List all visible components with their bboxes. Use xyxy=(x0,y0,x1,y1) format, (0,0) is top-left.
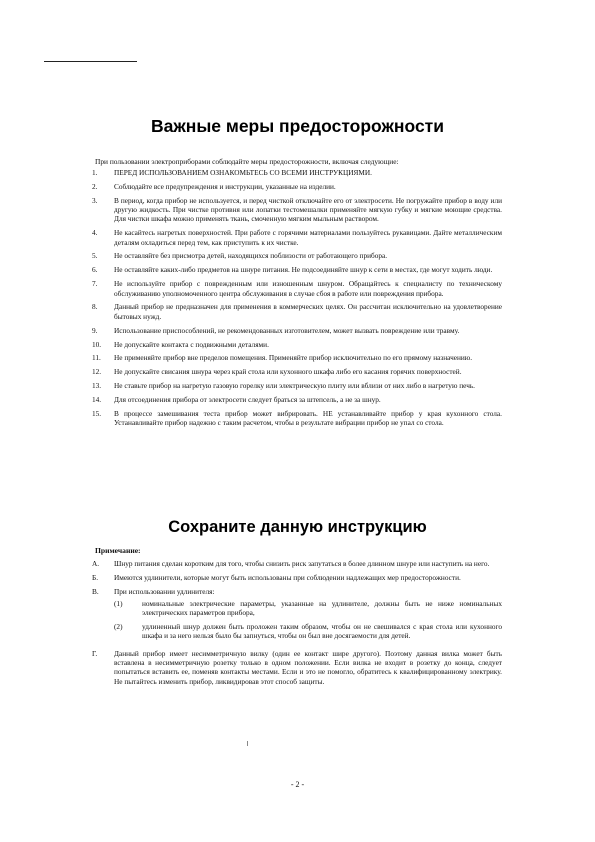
precautions-list xyxy=(92,168,502,432)
item-text: Не касайтесь нагретых поверхностей. При работе с горячими материалами пользуйтесь рукавицами. Дайте металлическим деталям охладиться перед тем, как приступить к их чистке. xyxy=(114,228,502,247)
item-number: (1) xyxy=(114,599,123,609)
item-text: Данный прибор имеет несимметричную вилку (один ее контакт шире другого). Поэтому данная вилка может быть вставлена в несимметричную розетку только в одном положении. Если вилка не входит в розетку до конца, следует попытаться вставить ее, поменяв контакты местами. Если и это не помогло, обратитесь к квалифицированному электрику. Не пытайтесь изменить прибор, ликвидировав этот способ защиты. xyxy=(114,648,502,686)
item-number: (2) xyxy=(114,621,123,631)
page-number: - 2 - xyxy=(290,780,305,789)
item-text: номинальные электрические параметры, указанные на удлинителе, должны быть не ниже номинальных электрических параметров прибора, xyxy=(142,599,502,618)
list-item xyxy=(92,251,502,260)
list-item xyxy=(92,196,502,224)
item-text: В период, когда прибор не используется, и перед чисткой отключайте его от электросети. Не погружайте прибор в воду или другую жидкость. При чистке противня или лопатки тестомешалки применяйте мягкую губку и мягкие моющие средства. Для чистки шкафа можно применять ткань, смоченную мягким мыльным раствором. xyxy=(114,195,502,224)
item-text: Шнур питания сделан коротким для того, чтобы снизить риск запутаться в более длинном шнуре или наступить на него. xyxy=(114,559,490,568)
item-text: При использовании удлинителя: xyxy=(114,586,215,596)
list-item xyxy=(92,168,502,177)
list-item xyxy=(92,279,502,298)
item-text: ПЕРЕД ИСПОЛЬЗОВАНИЕМ ОЗНАКОМЬТЕСЬ СО ВСЕМИ ИНСТРУКЦИЯМИ. xyxy=(114,168,372,177)
sub-list-item xyxy=(114,622,502,641)
note-label: Примечание: xyxy=(95,546,141,555)
list-item xyxy=(92,326,502,335)
item-number: 8. xyxy=(92,302,98,312)
item-number: 6. xyxy=(92,265,98,275)
list-item xyxy=(92,649,502,686)
list-item xyxy=(92,228,502,247)
item-number: 12. xyxy=(92,367,102,377)
item-text: Не допускайте контакта с подвижными деталями. xyxy=(114,339,269,349)
list-item xyxy=(92,182,502,191)
item-text: Не применяйте прибор вне пределов помещения. Применяйте прибор исключительно по его прямому назначению. xyxy=(114,353,473,363)
item-number: В. xyxy=(92,586,99,596)
list-item xyxy=(92,395,502,404)
item-number: 1. xyxy=(92,168,98,177)
list-item xyxy=(92,367,502,376)
list-item xyxy=(92,265,502,274)
item-number: 4. xyxy=(92,228,98,238)
item-body xyxy=(114,587,502,644)
item-number: 11. xyxy=(92,353,101,363)
item-number: 7. xyxy=(92,279,98,289)
item-number: 15. xyxy=(92,408,102,418)
list-item xyxy=(92,353,502,362)
item-number: 14. xyxy=(92,395,102,405)
item-text: Не ставьте прибор на нагретую газовую горелку или электрическую плиту или вблизи от них либо в нагретую печь. xyxy=(114,381,476,391)
item-text: Не оставляйте каких-либо предметов на шнуре питания. Не подсоединяйте шнур к сети в местах, где могут ходить люди. xyxy=(114,265,493,275)
item-number: 9. xyxy=(92,325,98,335)
item-text: Соблюдайте все предупреждения и инструкции, указанные на изделии. xyxy=(114,181,336,191)
item-number: 10. xyxy=(92,339,102,349)
list-item xyxy=(92,409,502,428)
item-number: Г. xyxy=(92,648,98,658)
list-item xyxy=(92,340,502,349)
item-number: 13. xyxy=(92,381,102,391)
item-number: 3. xyxy=(92,195,98,205)
item-number: 2. xyxy=(92,181,98,191)
extension-sub-list xyxy=(114,599,502,640)
list-item xyxy=(92,302,502,321)
item-text: Не используйте прибор с поврежденным или изношенным шнуром. Обращайтесь к специалисту по техническому обслуживанию уполномоченного центра обслуживания в случае сбоя в работе или повреждения прибора. xyxy=(114,279,502,298)
list-item xyxy=(92,587,502,644)
item-text: удлиненный шнур должен быть проложен таким образом, чтобы он не свешивался с края стола или кухонного шкафа и за него нельзя было бы запнуться, чтобы он был вне досягаемости для детей. xyxy=(142,621,502,640)
item-number: Б. xyxy=(92,572,99,582)
item-text: Не оставляйте без присмотра детей, находящихся поблизости от работающего прибора. xyxy=(114,251,388,261)
list-item xyxy=(92,573,502,582)
notes-list xyxy=(92,559,502,691)
item-text: Данный прибор не предназначен для применения в коммерческих целях. Он рассчитан исключительно на удовлетворение бытовых нужд. xyxy=(114,302,502,321)
page-title: Важные меры предосторожности xyxy=(150,116,445,136)
item-number: А. xyxy=(92,559,100,568)
sub-list-item xyxy=(114,599,502,618)
item-text: Использование приспособлений, не рекомендованных изготовителем, может вызвать повреждение или травму. xyxy=(114,325,460,335)
item-number: 5. xyxy=(92,251,98,261)
intro-text: При пользовании электроприборами соблюдайте меры предосторожности, включая следующие: xyxy=(95,157,399,166)
keep-instructions-title: Сохраните данную инструкцию xyxy=(168,518,427,536)
item-text: Имеются удлинители, которые могут быть использованы при соблюдении надлежащих мер предосторожности. xyxy=(114,572,461,582)
item-text: В процессе замешивания теста прибор может вибрировать. НЕ устанавливайте прибор у края кухонного стола. Устанавливайте прибор надежно с таким расчетом, чтобы в результате вибрации прибор не упал со стола. xyxy=(114,408,502,428)
list-item xyxy=(92,559,502,568)
item-text: Для отсоединения прибора от электросети следует браться за штепсель, а не за шнур. xyxy=(114,395,381,405)
list-item xyxy=(92,381,502,390)
item-text: Не допускайте свисания шнура через край стола или кухонного шкафа либо его касания горячих поверхностей. xyxy=(114,367,462,377)
scan-speck xyxy=(247,741,248,746)
top-rule xyxy=(44,61,137,62)
